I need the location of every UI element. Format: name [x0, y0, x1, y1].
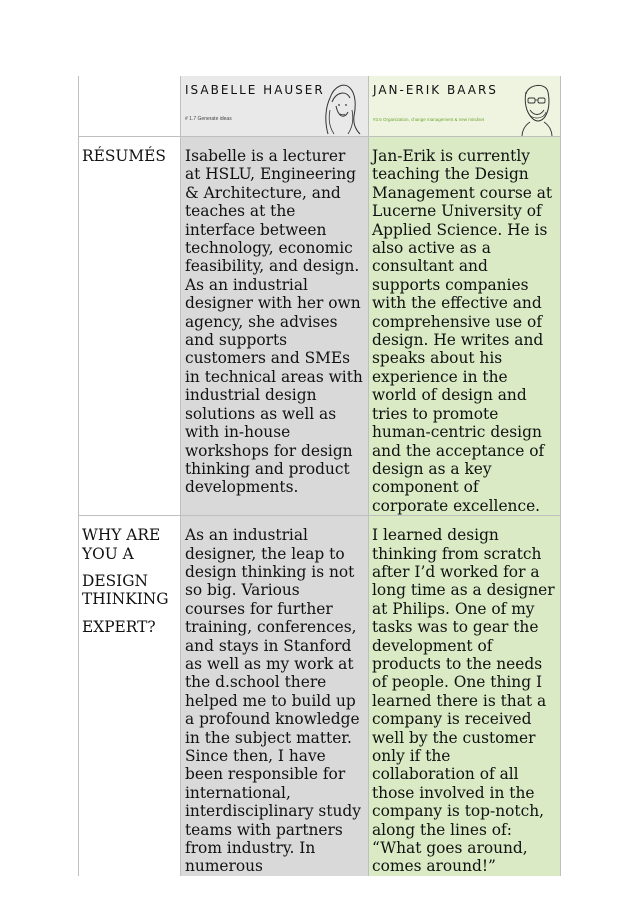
why-expert-label: [79, 516, 181, 876]
why-expert-row: [79, 516, 561, 876]
isabelle-resume-text: Isabelle is a lecturer at HSLU, Engineering & Architecture, and teaches at the interface between technology, economic feasibility, and design. As an industrial designer with her own agency, she advises and supports customers and SMEs in technical areas with industrial design solutions as well as with in-house workshops for design thinking and product developments.: [181, 137, 369, 516]
person-a-tagline: # 1.7 Generate ideas: [185, 116, 232, 122]
header-empty-cell: [79, 76, 181, 137]
why-expert-label-line-3: EXPERT?: [82, 617, 156, 636]
isabelle-why-text: As an industrial designer, the leap to design thinking is not so big. Various courses for further training, conferences, and stays in Stanford as well as my work at the d.school there helped me to build up a profound knowledge in the subject matter. Since then, I have been responsible for international, interdisciplinary study teams with partners from industry. In numerous: [181, 516, 369, 876]
jan-erik-resume-text: Jan-Erik is currently teaching the Design Management course at Lucerne University of Applied Science. He is also active as a consultant and supports companies with the effective and comprehensive use of design. He writes and speaks about his experience in the world of design and tries to promote human-centric design and the acceptance of design as a key component of corporate excellence.: [369, 137, 561, 516]
jan-erik-why-text: I learned design thinking from scratch after I’d worked for a long time as a designer at Philips. One of my tasks was to gear the development of products to the needs of people. One thing I learned there is that a company is received well by the customer only if the collaboration of all those involved in the company is top-notch, along the lines of: “What goes around, comes around!”: [369, 516, 561, 876]
expert-profile-table: [78, 76, 561, 876]
header-isabelle-hauser: [181, 76, 369, 137]
why-expert-label-line-1: WHY ARE YOU A: [82, 526, 161, 563]
why-expert-label-line-2: DESIGN THINKING: [82, 571, 169, 609]
resumes-row: [79, 137, 561, 516]
person-b-tagline: #3.6 Organization, change management & new mindset: [373, 117, 485, 122]
man-with-glasses-sketch-icon: [518, 76, 556, 136]
person-a-name: ISABELLE HAUSER: [185, 83, 325, 97]
resumes-label: RÉSUMÉS: [79, 137, 181, 516]
header-row: [79, 76, 561, 137]
header-jan-erik-baars: [369, 76, 561, 137]
woman-sketch-icon: [314, 76, 364, 136]
person-b-name: JAN-ERIK BAARS: [373, 83, 498, 97]
